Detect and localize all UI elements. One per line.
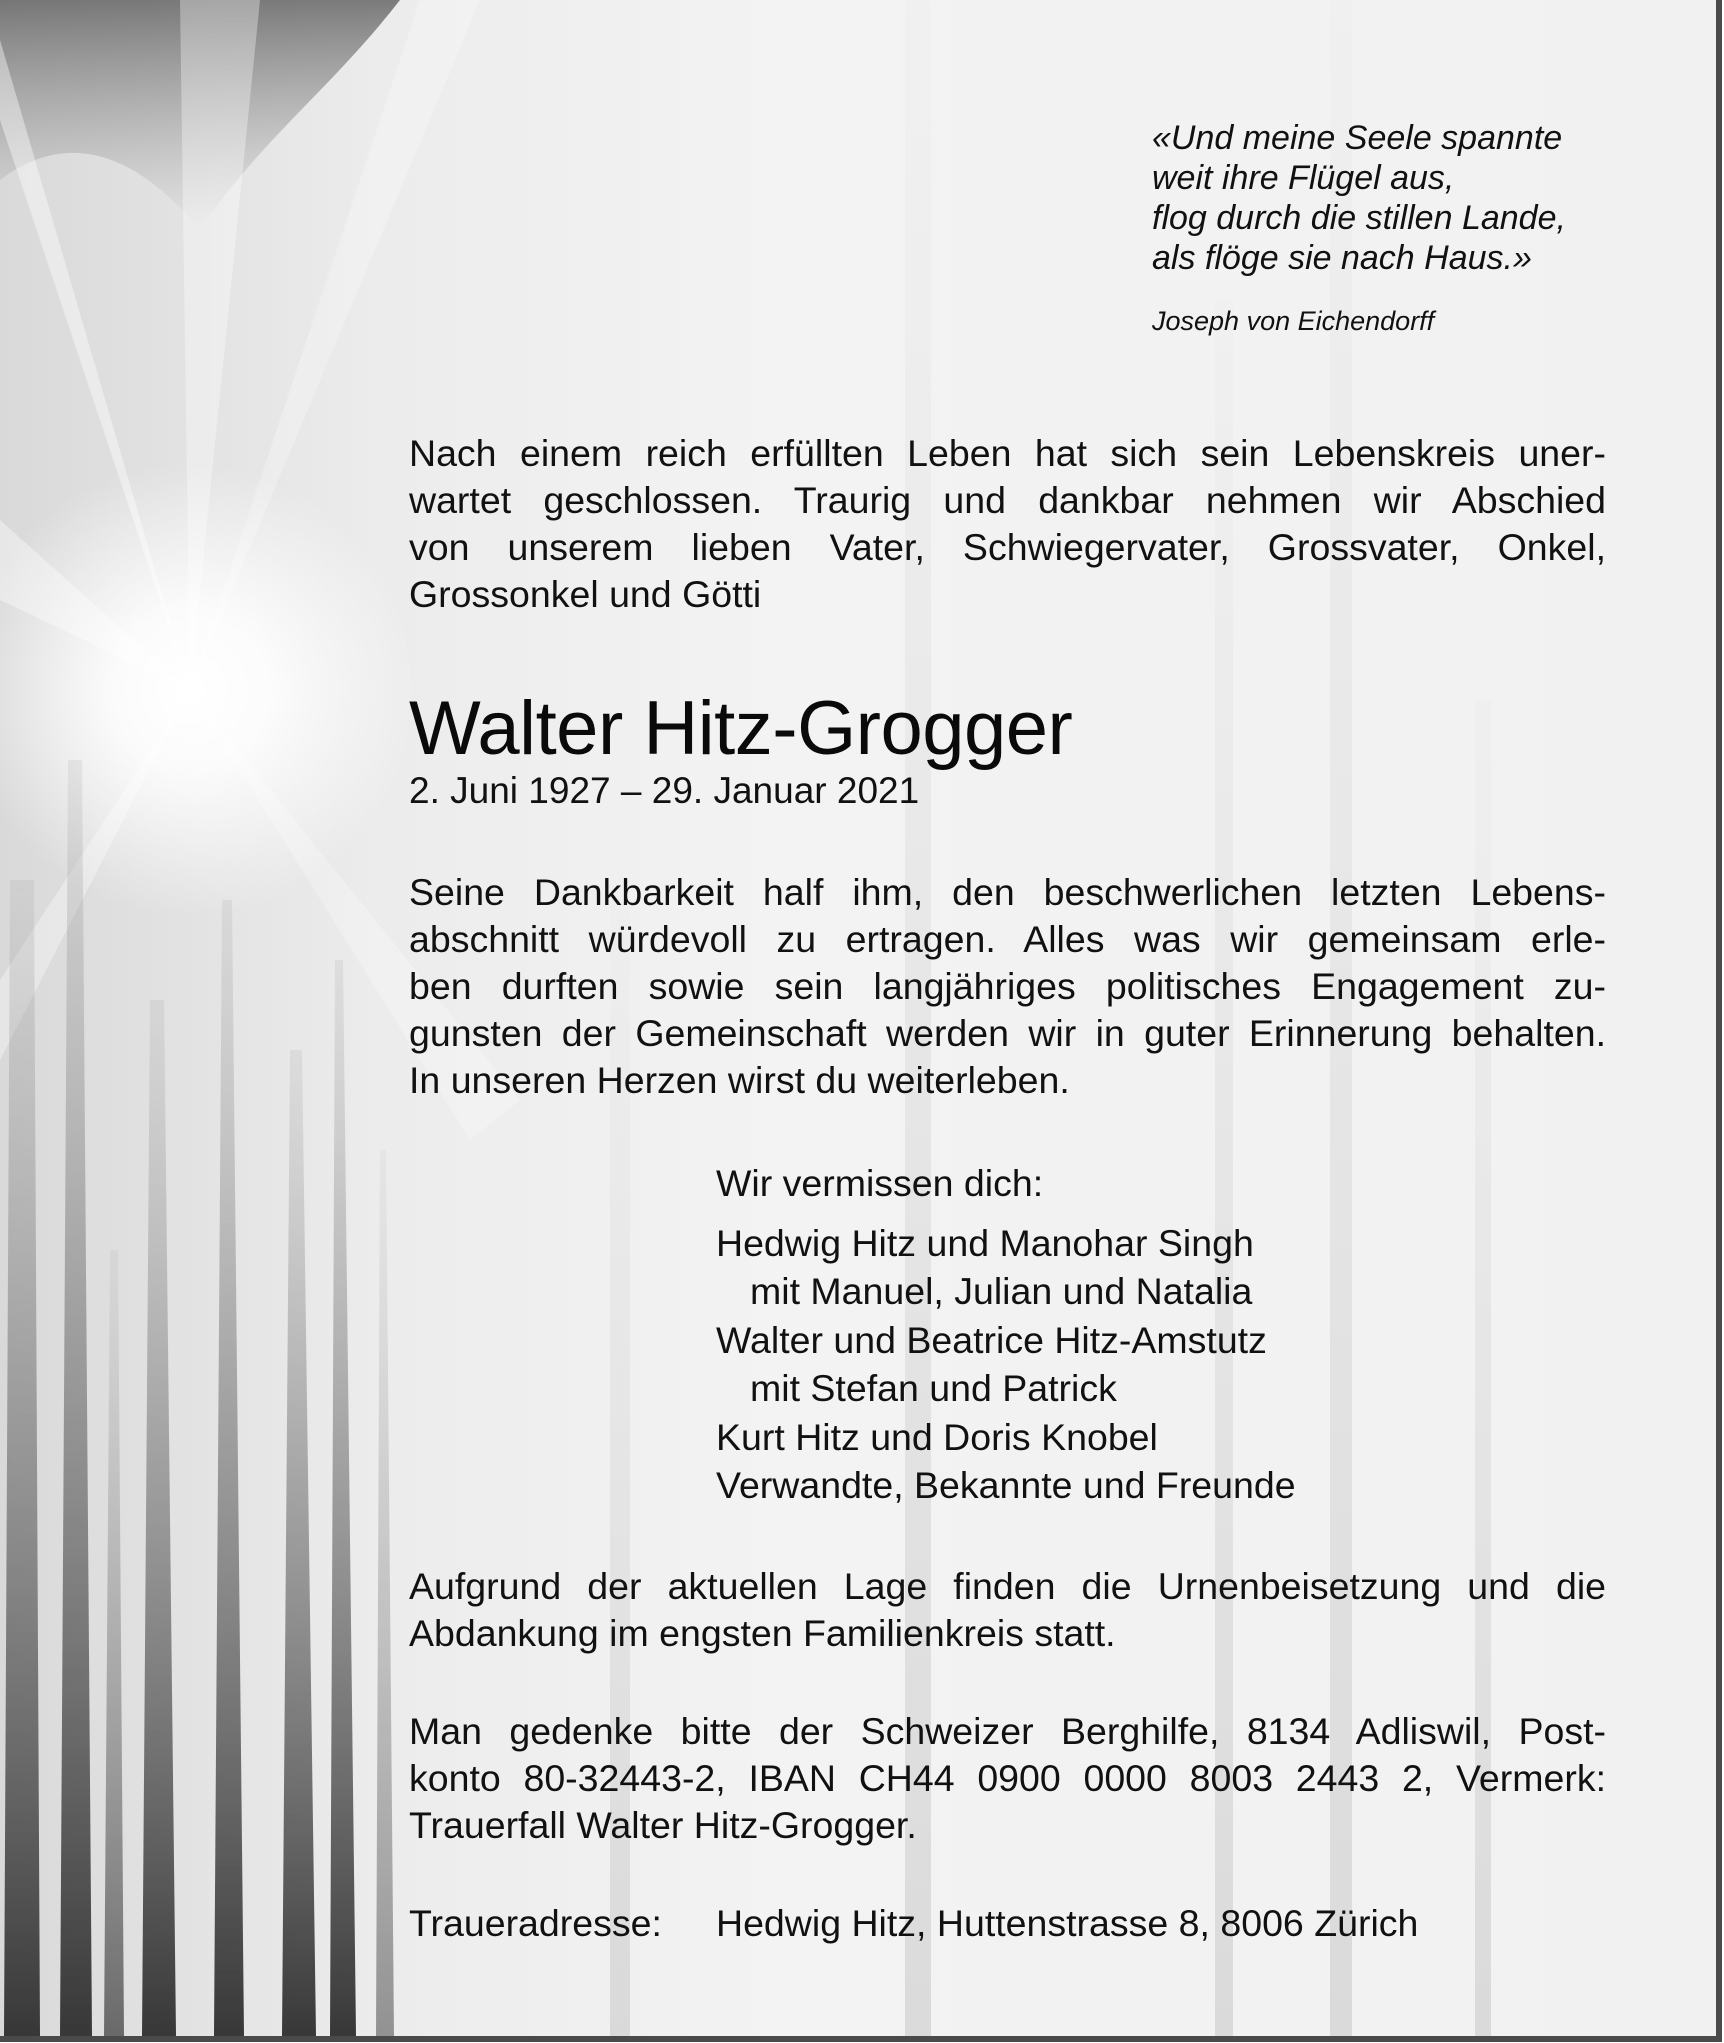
mourner-line: Kurt Hitz und Doris Knobel	[716, 1415, 1158, 1458]
address-label: Traueradresse:	[409, 1902, 662, 1944]
tribute-line: In unseren Herzen wirst du weiterleben.	[409, 1059, 1070, 1101]
life-dates: 2. Juni 1927 – 29. Januar 2021	[409, 770, 920, 811]
donation-line: Man gedenke bitte der Schweizer Berghilfe, 8134 Adliswil, Post-	[409, 1710, 1606, 1752]
quote-line: flog durch die stillen Lande,	[1152, 199, 1566, 237]
mourner-line: mit Stefan und Patrick	[750, 1367, 1117, 1409]
intro-paragraph	[409, 430, 1606, 618]
mourner-line: mit Manuel, Julian und Natalia	[750, 1270, 1253, 1312]
quote-author: Joseph von Eichendorff	[1152, 306, 1435, 336]
mourners-list	[716, 1159, 1296, 1510]
mourner-line: Verwandte, Bekannte und Freunde	[716, 1464, 1296, 1506]
tribute-paragraph	[409, 869, 1606, 1104]
quote-line: «Und meine Seele spannte	[1152, 119, 1563, 157]
ceremony-paragraph	[409, 1563, 1606, 1657]
quote-line: als flöge sie nach Haus.»	[1152, 239, 1532, 277]
tribute-line: Seine Dankbarkeit half ihm, den beschwerlichen letzten Lebens-	[409, 871, 1606, 913]
tribute-line: ben durften sowie sein langjähriges politisches Engagement zu-	[409, 965, 1606, 1007]
intro-line: wartet geschlossen. Traurig und dankbar nehmen wir Abschied	[409, 479, 1606, 521]
deceased-name: Walter Hitz-Grogger	[409, 686, 1073, 771]
mourner-line: Hedwig Hitz und Manohar Singh	[716, 1221, 1254, 1264]
mourner-line: Walter und Beatrice Hitz-Amstutz	[716, 1318, 1267, 1361]
donation-paragraph	[409, 1708, 1606, 1849]
ceremony-line: Abdankung im engsten Familienkreis statt.	[409, 1612, 1116, 1654]
tribute-line: gunsten der Gemeinschaft werden wir in guter Erinnerung behalten.	[409, 1012, 1606, 1054]
tribute-line: abschnitt würdevoll zu ertragen. Alles was wir gemeinsam erle-	[409, 918, 1606, 960]
poem-quote	[1152, 118, 1672, 278]
intro-line: Grossonkel und Götti	[409, 573, 762, 615]
intro-line: Nach einem reich erfüllten Leben hat sich sein Lebenskreis uner-	[409, 432, 1606, 474]
mourners-heading: Wir vermissen dich:	[716, 1162, 1044, 1204]
donation-line: Trauerfall Walter Hitz-Grogger.	[409, 1804, 917, 1846]
mourning-address	[409, 1902, 1418, 1945]
address-value: Hedwig Hitz, Huttenstrasse 8, 8006 Zürich	[716, 1902, 1419, 1944]
intro-line: von unserem lieben Vater, Schwiegervater, Grossvater, Onkel,	[409, 526, 1606, 568]
donation-line: konto 80-32443-2, IBAN CH44 0900 0000 8003 2443 2, Vermerk:	[409, 1757, 1606, 1799]
ceremony-line: Aufgrund der aktuellen Lage finden die Urnenbeisetzung und die	[409, 1565, 1606, 1607]
quote-line: weit ihre Flügel aus,	[1152, 159, 1455, 197]
